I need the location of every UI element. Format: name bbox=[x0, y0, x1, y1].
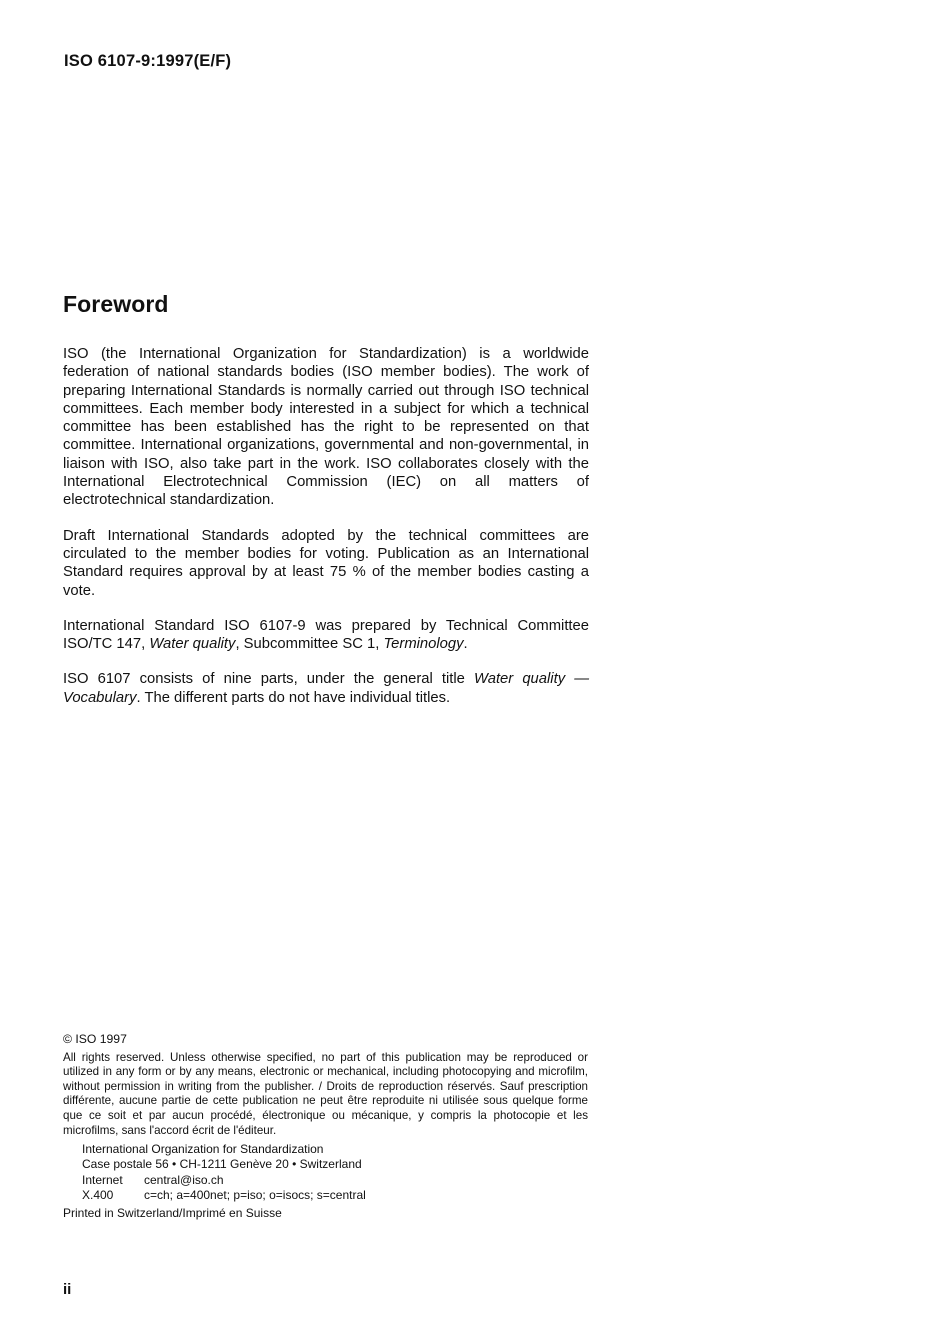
copyright-notice: © ISO 1997 bbox=[63, 1032, 127, 1046]
printed-in: Printed in Switzerland/Imprimé en Suisse bbox=[63, 1205, 282, 1220]
organization-name: International Organization for Standardization bbox=[82, 1142, 324, 1157]
internet-label: Internet bbox=[82, 1172, 123, 1187]
x400-address: c=ch; a=400net; p=iso; o=isocs; s=central bbox=[144, 1187, 366, 1202]
foreword-paragraph-4 bbox=[63, 670, 589, 707]
postal-address: Case postale 56 • CH-1211 Genève 20 • Switzerland bbox=[82, 1157, 362, 1172]
foreword-body bbox=[63, 345, 589, 724]
subcommittee-title: Terminology bbox=[383, 636, 464, 653]
general-title: Water quality — Vocabulary bbox=[63, 671, 589, 706]
copyright-block bbox=[63, 1032, 588, 1221]
page-title: Foreword bbox=[63, 291, 169, 317]
committee-title: Water quality bbox=[149, 636, 236, 653]
para4-end: . The different parts do not have individual titles. bbox=[136, 689, 451, 706]
para3-mid: , Subcommittee SC 1, bbox=[235, 636, 384, 653]
foreword-paragraph-2: Draft International Standards adopted by the technical committees are circulated to the member bodies for voting. Publication as an International Standard requires approval by at least 75 % of the member bodies casting a vote. bbox=[63, 527, 589, 599]
internet-address: central@iso.ch bbox=[144, 1172, 224, 1187]
page-number: ii bbox=[63, 1281, 72, 1298]
rights-statement: All rights reserved. Unless otherwise specified, no part of this publication may be reproduced or utilized in any form or by any means, electronic or mechanical, including photocopying and microfilm, without permission in writing from the publisher. / Droits de reproduction réservés. Sauf prescription différente, aucune partie de cette publication ne peut être reproduite ni utilisée sous quelque forme que ce soit et par aucun procédé, électronique ou mécanique, y compris la photocopie et les microfilms, sans l'accord écrit de l'éditeur. bbox=[63, 1050, 588, 1137]
internet-line bbox=[82, 1173, 588, 1188]
para4-intro: ISO 6107 consists of nine parts, under the general title bbox=[63, 671, 475, 688]
publisher-address bbox=[82, 1142, 588, 1203]
foreword-paragraph-1: ISO (the International Organization for Standardization) is a worldwide federation of national standards bodies (ISO member bodies). The work of preparing International Standards is normally carried out through ISO technical committees. Each member body interested in a subject for which a technical committee has been established has the right to be represented on that committee. International organizations, governmental and non-governmental, in liaison with ISO, also take part in the work. ISO collaborates closely with the International Electrotechnical Commission (IEC) on all matters of electrotechnical standardization. bbox=[63, 346, 589, 509]
para3-end: . bbox=[463, 636, 468, 653]
x400-label: X.400 bbox=[82, 1187, 114, 1202]
x400-line bbox=[82, 1188, 588, 1203]
foreword-paragraph-3 bbox=[63, 617, 589, 654]
document-code: ISO 6107-9:1997(E/F) bbox=[64, 52, 232, 70]
para3-intro: International Standard ISO 6107-9 was prepared by Technical Committee ISO/TC 147, bbox=[63, 617, 589, 653]
